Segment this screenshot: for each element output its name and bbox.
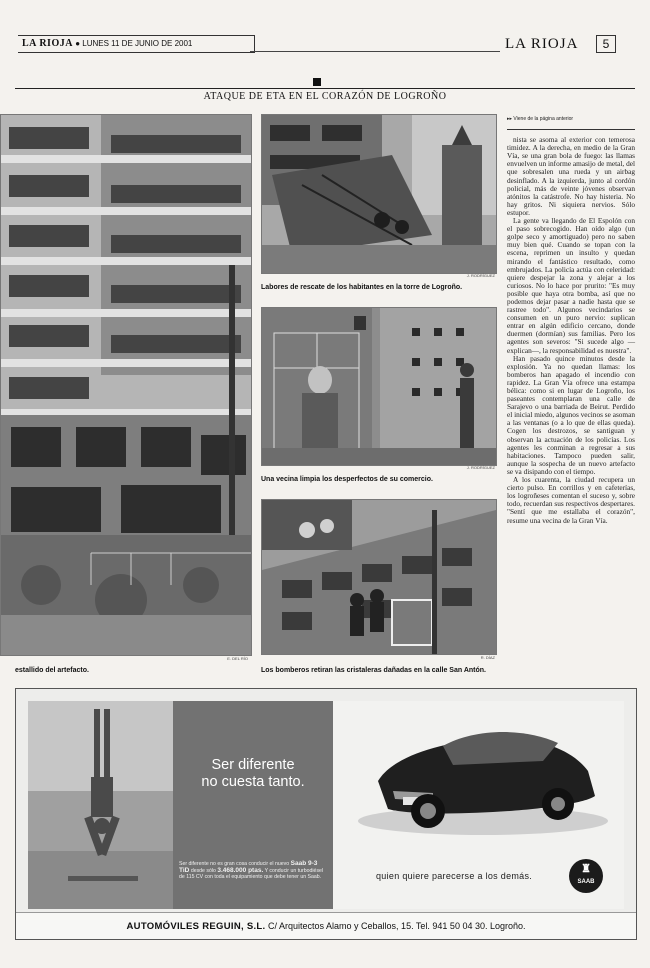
photo-damaged-building: [0, 114, 252, 656]
article-column: [507, 115, 635, 525]
ad-dealer-footer: [16, 912, 636, 940]
photo-credit-main: E. DEL RÍO: [227, 656, 248, 661]
photo-cleaning: [261, 307, 497, 466]
saab-advertisement: [15, 688, 637, 940]
section-marker: [313, 78, 321, 86]
header-bullet: ●: [75, 39, 83, 48]
ad-tagline: quien quiere parecerse a los demás.: [376, 871, 533, 881]
article-paragraph-3: Han pasado quince minutos desde la explosión. Ya no quedan llamas: los bomberos han apagado el incendio con rapidez. La Gran Vía ofrece una estampa bélica: como si en lugar de Logroño, los paseantes contemplaran una calle de Sarajevo o una barriada de Beirut. Perdido el inicial miedo, algunos vecinos se asoman a las ventanas (o a lo que de ellas queda). Cogen los destrozos, se santiguan y observan la actuación de los policías. Los agentes les conminan a regresar a sus habitaciones. Tampoco pueden salir, aunque la sospecha de un nuevo artefacto se va disipando con el tiempo.: [507, 353, 635, 476]
ad-fine-print: [173, 861, 333, 881]
ad-fine-print-3: Y conducir un turbodiésel de 115 CV con toda el equipamiento que debe tener un Saab.: [179, 867, 324, 880]
ad-fine-print-1: Ser diferente no es gran cosa conducir el nuevo: [179, 861, 290, 867]
photo-credit-rescue: J. RODRÍGUEZ: [466, 273, 495, 278]
article-paragraph-2: La gente va llegando de El Espolón con el paso sobrecogido. Han oído algo (un golpe seco y amortiguado) pero no saben muy bien qué. Cuando se topan con la escena, reprimen un insulto y quedan mirando el fantástico resultado, como embrujados. La policía actúa con celeridad: quiere despejar la zona y alejar a los curiosos. No lo hace por prurito: "Es muy posible que haya otra bomba, así que no podemos dejar pasar a nadie hasta que se rastree todo". Algunos vecindarios se consumen en un puro nervio: suplican entrar en algún edificio cercano, donde duermen (dormían) sus familias. Pero los agentes son severos: "Si sucede algo —explican—, la responsabilidad es nuestra".: [507, 216, 635, 355]
dealer-name: AUTOMÓVILES REGUIN, S.L.: [126, 921, 266, 932]
photo-credit-firemen: R. DÍAZ: [480, 655, 495, 660]
page-header-masthead: [18, 35, 255, 53]
ad-slogan-line2: no cuesta tanto.: [201, 774, 305, 790]
caption-cleaning: Una vecina limpia los desperfectos de su comercio.: [261, 476, 433, 483]
saab-logo-text: SAAB: [577, 879, 595, 885]
ad-fine-print-2: desde sólo: [190, 867, 216, 874]
caption-main: estallido del artefacto.: [15, 667, 89, 674]
ad-model: Saab 9-3 TiD: [179, 860, 318, 874]
caption-firemen: Los bomberos retiran las cristaleras dañadas en la calle San Antón.: [261, 667, 486, 674]
saab-car-illustration: [333, 701, 624, 861]
masthead-title: LA RIOJA: [22, 38, 73, 49]
saab-logo: [569, 859, 603, 893]
header-divider: [250, 51, 500, 52]
griffin-icon: ♜: [581, 863, 591, 875]
ad-slogan-line1: Ser diferente: [211, 757, 295, 773]
article-paragraph-1: nista se asoma al exterior con temerosa timidez. A la derecha, en medio de la Gran Vía, se una gran bola de fuego: las llamas envuelven un informe amasijo de metal, del que sobresalen una rueda y un airbag desinflado. A la izquierda, junto al cordón policial, más de veinte jóvenes observan atónitos la catástrofe. No hay histeria. No hay gritos. Ni siquiera nervios. Sólo estupor.: [507, 135, 635, 217]
ad-price: 3.468.000 ptas.: [217, 866, 264, 874]
article-paragraph-4: A los cuarenta, la ciudad recupera un cierto pulso. En corrillos y en cafeterías, los logroñeses comentan el suceso y, sobre todo, recuerdan sus respectivos despertares. "Sentí que me estallaba el corazón", resume una vecina de la Gran Vía.: [507, 475, 635, 525]
caption-rescue: Labores de rescate de los habitantes en la torre de Logroño.: [261, 284, 463, 291]
continued-rule: [507, 129, 635, 130]
ad-photo-handstand: [28, 701, 173, 909]
continued-from-label: ▸▸ Viene de la página anterior: [507, 116, 574, 122]
page-number: 5: [596, 35, 616, 53]
header-date: LUNES 11 DE JUNIO DE 2001: [82, 39, 193, 48]
section-divider: [15, 88, 635, 89]
photo-firemen: [261, 499, 497, 655]
dealer-address: C/ Arquitectos Alamo y Ceballos, 15. Tel. 941 50 04 30. Logroño.: [268, 921, 526, 931]
ad-slogan: [173, 757, 333, 791]
photo-rescue: [261, 114, 497, 274]
photo-credit-cleaning: J. RODRÍGUEZ: [466, 465, 495, 470]
section-title: ATAQUE DE ETA EN EL CORAZÓN DE LOGROÑO: [203, 91, 447, 102]
section-name: LA RIOJA: [505, 36, 579, 52]
